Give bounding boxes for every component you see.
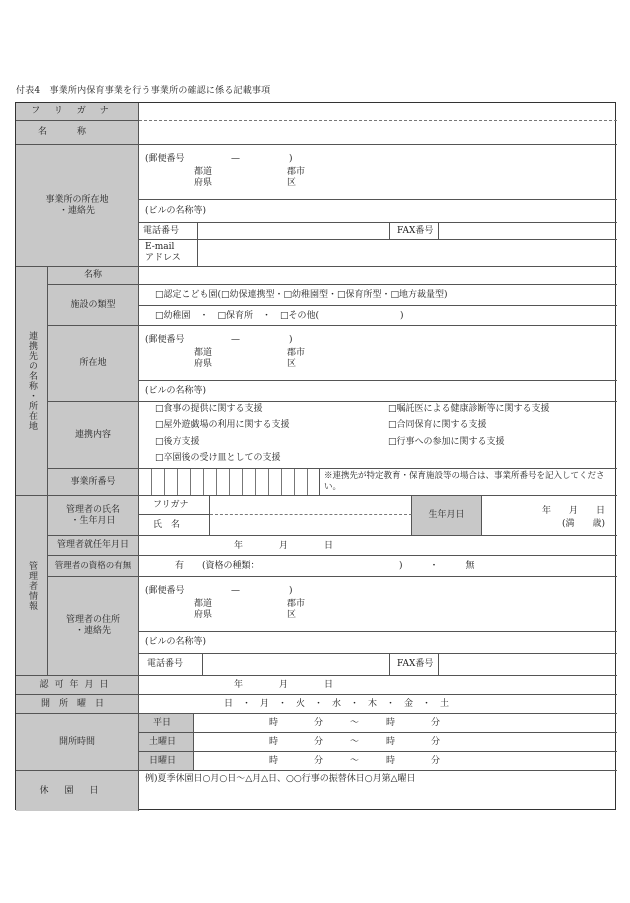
manager-building-field[interactable]: (ビルの名称等)	[139, 632, 617, 654]
manager-qual-field[interactable]: 有 (資格の種類： ) ・ 無	[139, 556, 617, 577]
email-label: E-mail アドレス	[139, 240, 198, 267]
manager-furigana-field[interactable]	[210, 496, 412, 515]
weekday-hours-field[interactable]: 時 分 〜 時 分	[194, 714, 617, 733]
furigana-field[interactable]	[139, 103, 617, 121]
facility-type-row1[interactable]: □認定こども園(□幼保連携型・□幼稚園型・□保育所型・□地方裁量型)	[139, 285, 617, 306]
partner-number-boxes[interactable]	[139, 469, 320, 496]
content-option[interactable]: □食事の提供に関する支援	[155, 404, 263, 414]
manager-qual-label: 管理者の資格の有無	[48, 556, 139, 577]
hours-label: 開所時間	[16, 714, 139, 771]
manager-start-label: 管理者就任年月日	[48, 536, 139, 556]
saturday-label: 土曜日	[139, 733, 194, 752]
manager-fax-label: FAX番号	[390, 654, 439, 676]
sunday-hours-field[interactable]: 時 分 〜 時 分	[194, 752, 617, 771]
content-option[interactable]: □行事への参加に関する支援	[388, 437, 505, 447]
manager-name-field[interactable]	[210, 515, 412, 536]
partner-number-note: ※連携先が特定教育・保育施設等の場合は、事業所番号を記入してください。	[320, 469, 617, 496]
days-label: 開所曜日	[16, 695, 139, 714]
manager-address-field[interactable]: (郵便番号 — ) 都道 府県 郡市 区	[139, 577, 617, 632]
partner-number-label: 事業所番号	[48, 469, 139, 496]
content-option[interactable]: □後方支援	[155, 437, 200, 447]
tel-field[interactable]	[198, 223, 390, 240]
partner-section-label: 連携先の名称・所在地	[16, 267, 48, 496]
sunday-holiday-label: 日曜日	[139, 752, 194, 771]
name-label: 名称	[16, 121, 139, 145]
manager-start-field[interactable]: 年 月 日	[139, 536, 617, 556]
closed-field[interactable]: 例)夏季休園日○月○日〜△月△日、○○行事の振替休日○月第△曜日	[145, 774, 416, 784]
address-field[interactable]: (郵便番号 — ) 都道 府県 郡市 区	[139, 145, 617, 200]
facility-type-label: 施設の類型	[48, 285, 139, 326]
content-option[interactable]: □合同保育に関する支援	[388, 420, 487, 430]
address-contact-label: 事業所の所在地 ・連絡先	[16, 145, 139, 267]
manager-tel-field[interactable]	[203, 654, 390, 676]
days-field[interactable]: 日 ・ 月 ・ 火 ・ 水 ・ 木 ・ 金 ・ 土	[139, 695, 617, 714]
email-field[interactable]	[198, 240, 617, 267]
fax-label: FAX番号	[390, 223, 439, 240]
manager-name-birth-label: 管理者の氏名 ・生年月日	[48, 496, 139, 536]
name-field[interactable]	[139, 121, 617, 145]
furigana-label: フリガナ	[16, 103, 139, 121]
content-option[interactable]: □屋外遊戯場の利用に関する支援	[155, 420, 290, 430]
approval-label: 認可年月日	[16, 676, 139, 695]
content-option[interactable]: □嘱託医による健康診断等に関する支援	[388, 404, 550, 414]
weekday-label: 平日	[139, 714, 194, 733]
content-option[interactable]: □卒園後の受け皿としての支援	[155, 453, 281, 463]
tel-label: 電話番号	[139, 223, 198, 240]
manager-tel-label: 電話番号	[139, 654, 203, 676]
closed-label: 休園日	[16, 771, 139, 811]
facility-type-row2[interactable]: □幼稚園 ・ □保育所 ・ □その他( )	[139, 306, 617, 326]
confirmation-form	[15, 102, 616, 810]
manager-birthday-field[interactable]: 年 月 日 (満 歳)	[482, 496, 617, 536]
partner-name-label: 名称	[48, 267, 139, 285]
manager-address-label: 管理者の住所 ・連絡先	[48, 577, 139, 676]
manager-fax-field[interactable]	[439, 654, 617, 676]
partner-building-field[interactable]: (ビルの名称等)	[139, 381, 617, 402]
partner-content-label: 連携内容	[48, 402, 139, 469]
manager-birthday-label: 生年月日	[412, 496, 482, 536]
saturday-hours-field[interactable]: 時 分 〜 時 分	[194, 733, 617, 752]
manager-shimei-label: 氏 名	[139, 515, 210, 536]
partner-address-field[interactable]: (郵便番号 — ) 都道 府県 郡市 区	[139, 326, 617, 381]
manager-section-label: 管理者情報	[16, 496, 48, 676]
manager-furigana-label: フリガナ	[139, 496, 210, 515]
partner-location-label: 所在地	[48, 326, 139, 402]
partner-content-options[interactable]	[139, 402, 617, 469]
partner-name-field[interactable]	[139, 267, 617, 285]
fax-field[interactable]	[439, 223, 617, 240]
approval-field[interactable]: 年 月 日	[139, 676, 617, 695]
building-field[interactable]: (ビルの名称等)	[139, 200, 617, 223]
page-title: 付表4 事業所内保育事業を行う事業所の確認に係る記載事項	[16, 86, 271, 96]
